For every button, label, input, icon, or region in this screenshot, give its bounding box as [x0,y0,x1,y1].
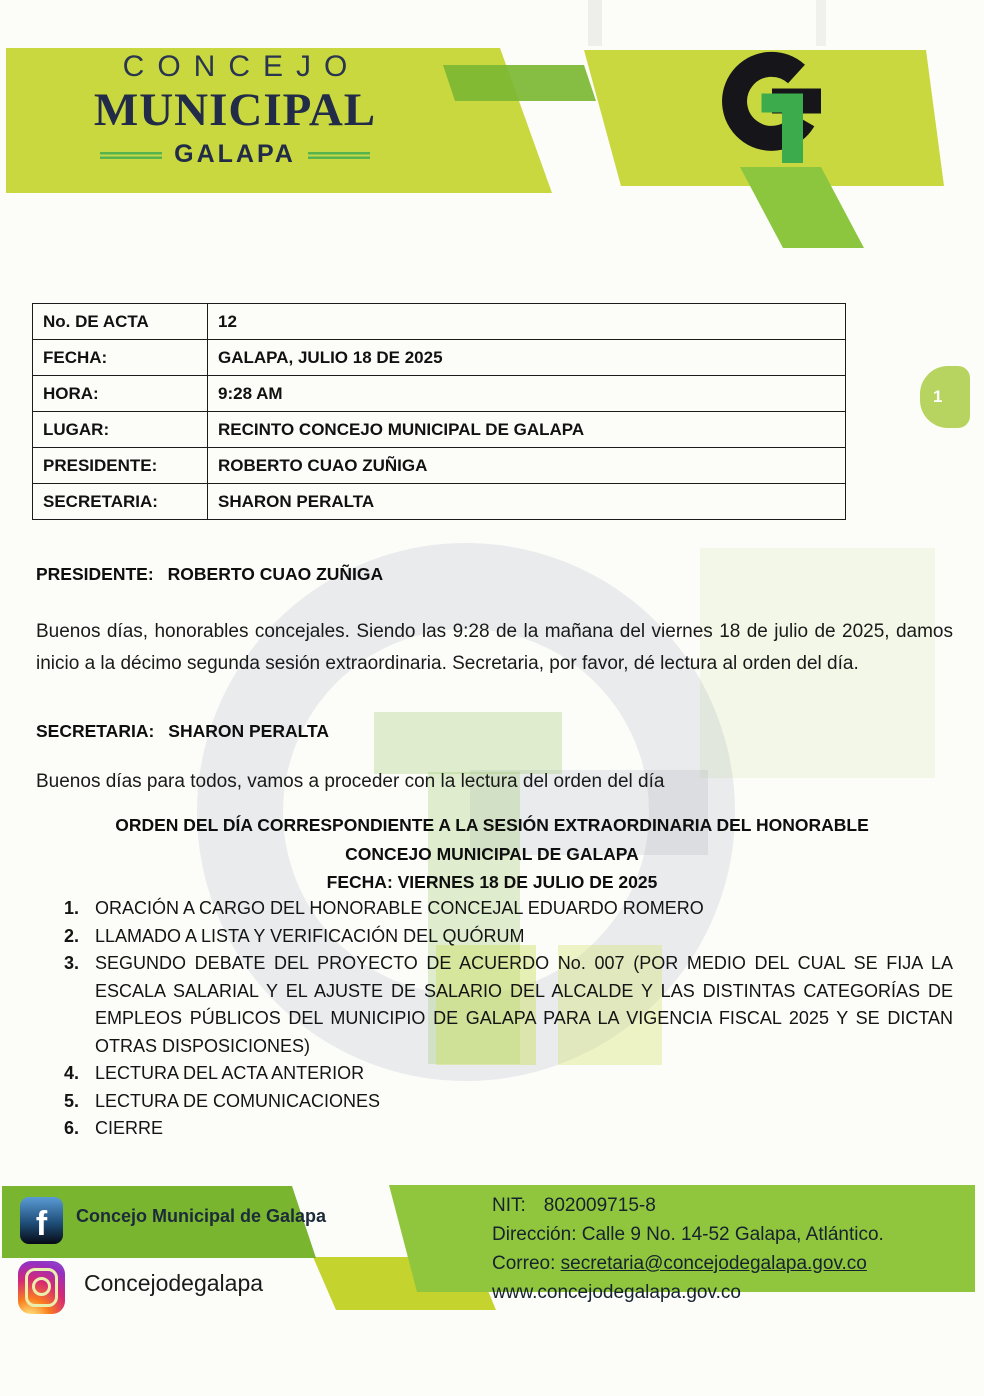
email-label: Correo: [492,1253,556,1274]
row-label: PRESIDENTE: [33,448,208,484]
instagram-icon [18,1261,65,1314]
email-line [492,1249,974,1278]
agenda-item-text: ORACIÓN A CARGO DEL HONORABLE CONCEJAL EDUARDO ROMERO [95,898,704,918]
contact-info [492,1186,974,1303]
agenda-title-line: FECHA: VIERNES 18 DE JULIO DE 2025 [326,872,658,892]
agenda-item-number: 1. [64,898,80,918]
facebook-f-glyph: f [35,1205,48,1243]
row-value: 12 [208,304,846,340]
row-label: No. DE ACTA [33,304,208,340]
logo-word-galapa: GALAPA [174,140,296,168]
nit-value: 802009715-8 [543,1195,656,1216]
row-label: FECHA: [33,340,208,376]
agenda-item-number: 3. [64,953,80,973]
logo-word-concejo: CONCEJO [122,50,361,83]
speaker-role: SECRETARIA: [36,721,155,741]
speaker-name: SHARON PERALTA [168,721,330,741]
secretary-heading [36,721,329,742]
row-label: LUGAR: [33,412,208,448]
agenda-item [64,923,953,951]
agenda-title-line: ORDEN DEL DÍA CORRESPONDIENTE A LA SESIÓN EXTRAORDINARIA DEL HONORABLE [115,815,869,835]
page-number: 1 [933,387,943,406]
logo-word-municipal: MUNICIPAL [93,84,377,136]
table-row [33,376,846,412]
address-line: Dirección: Calle 9 No. 14-52 Galapa, Atlántico. [492,1224,884,1245]
agenda-list [64,895,953,1143]
agenda-item-number: 6. [64,1118,80,1138]
logo-dash-icon [308,151,370,159]
agenda-item-text: LLAMADO A LISTA Y VERIFICACIÓN DEL QUÓRUM [95,925,525,946]
header-accent-strip [443,65,596,101]
agenda-item [64,950,953,1060]
logo-dash-icon [100,151,162,159]
facebook-label: Concejo Municipal de Galapa [76,1206,327,1226]
scan-artifact [816,0,826,46]
row-value: GALAPA, JULIO 18 DE 2025 [208,340,846,376]
row-label: SECRETARIA: [33,484,208,520]
table-row [33,484,846,520]
president-speech: Buenos días, honorables concejales. Siendo las 9:28 de la mañana del viernes 18 de julio de 2025, damos inicio a la décimo segunda sesión extraordinaria. Secretaria, por favor, dé lectura al orden del día. [36,621,953,674]
email-link[interactable]: secretaria@concejodegalapa.gov.co [560,1253,867,1274]
agenda-item-text: LECTURA DEL ACTA ANTERIOR [95,1063,365,1083]
agenda-item [64,895,953,923]
acta-info-table [32,303,846,520]
agenda-item [64,1060,953,1088]
row-value: RECINTO CONCEJO MUNICIPAL DE GALAPA [208,412,846,448]
agenda-item-text: LECTURA DE COMUNICACIONES [95,1090,381,1111]
agenda-item [64,1115,953,1143]
galapa-monogram-icon [722,51,826,164]
agenda-item-number: 4. [64,1063,80,1083]
monogram-one-mark [782,94,803,164]
secretary-speech: Buenos días para todos, vamos a proceder con la lectura del orden del día [36,771,665,792]
agenda-item-number: 2. [64,925,80,946]
website-link[interactable]: www.concejodegalapa.gov.co [492,1282,741,1303]
instagram-label: Concejodegalapa [84,1270,264,1296]
institution-logo [85,50,385,169]
agenda-item-text: CIERRE [95,1118,164,1138]
speaker-name: ROBERTO CUAO ZUÑIGA [167,564,384,584]
agenda-item [64,1088,953,1116]
row-value: SHARON PERALTA [208,484,846,520]
agenda-item-number: 5. [64,1090,80,1111]
speaker-role: PRESIDENTE: [36,564,154,584]
scan-artifact [588,0,602,46]
row-value: ROBERTO CUAO ZUÑIGA [208,448,846,484]
agenda-title-line: CONCEJO MUNICIPAL DE GALAPA [345,843,639,864]
table-row [33,412,846,448]
row-value: 9:28 AM [208,376,846,412]
nit-line [492,1191,974,1220]
president-heading [36,564,383,585]
nit-label: NIT: [492,1195,526,1216]
page-number-badge [920,366,970,428]
table-row [33,304,846,340]
facebook-icon [20,1197,63,1244]
agenda-title [40,811,944,897]
table-row [33,340,846,376]
table-row [33,448,846,484]
agenda-item-text: SEGUNDO DEBATE DEL PROYECTO DE ACUERDO No. 007 (POR MEDIO DEL CUAL SE FIJA LA ESCALA SALARIAL Y EL AJUSTE DE SALARIO DEL ALCALDE Y LAS DISTINTAS CATEGORÍAS DE EMPLEOS PÚBLICOS DEL MUNICIPIO DE GALAPA PARA LA VIGENCIA FISCAL 2025 Y SE DICTAN OTRAS DISPOSICIONES) [95,953,953,1056]
row-label: HORA: [33,376,208,412]
